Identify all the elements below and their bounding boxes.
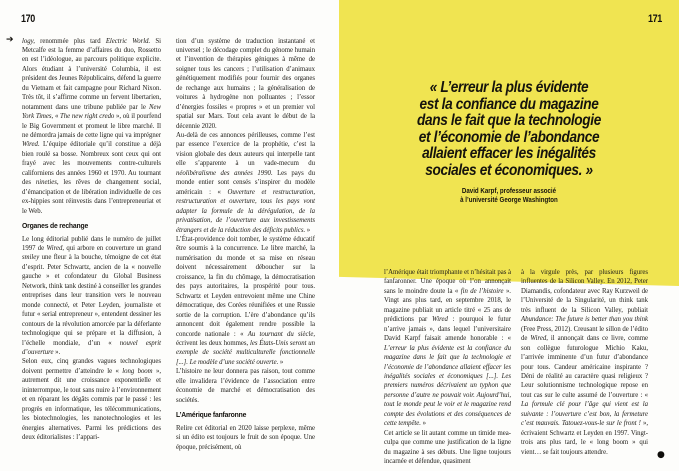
italic-text-run: fin de l’histoire [460,287,504,295]
italic-text-run: New York Times [22,103,161,121]
left-page-column-1 [22,37,161,469]
text-run: ». [53,349,61,356]
italic-text-run: The new right credo [60,113,115,121]
pull-quote-attribution [359,188,658,205]
body-paragraph [22,37,161,217]
right-page-column-1 [384,268,511,468]
text-run: Selon eux, cinq grandes vagues technologiques doivent permettre d’atteindre le « [22,358,161,375]
left-page-column-2 [176,37,315,469]
text-run: Au-delà de ces annonces périlleuses, comme l’est par essence l’exercice de la prophétie, c’est la vision globale des deux auteurs qui interpelle tant elle s’apparente à un vade-mecum du [176,132,315,168]
text-run: », écrivaient Schwartz et Leyden en 1997. Vingt-trois ans plus tard, le « long boom » qui vient… se fait toujours attendre. [521,420,648,456]
pull-quote-line: dans le fait que la technologie [417,112,601,129]
italic-text-run: néolibéralisme des années 1990 [176,169,271,177]
body-paragraph [176,367,315,405]
pull-quote-line: et l’économie de l’abondance [418,128,600,146]
text-run: , les rêves de changement social, d’émancipation et de libération individuelle de ces ex-hippies sont réinvestis dans l’entrepreneuriat et le Web. [22,179,162,215]
pull-quote-line: est la confiance du magazine [419,95,599,113]
text-run: Si Metcalfe est la femme d’affaires du duo, Rossetto en est l’idéologue, au parcours politique explicite. Alors étudiant à l’université Columbia, il est président des Jeunes Républicains, défend la guerre du Vietnam et fait campagne pour Richard Nixon. Très tôt, il s’affirme comme un fervent libertarien, notamment dans une tribune publiée par le [22,37,161,111]
text-run: l’Amérique était triomphante et n’hésitait pas à fanfaronner. Une époque où l’on annonçait sans le moindre doute la « [384,269,511,295]
text-run: une fleur à la bouche, témoigne de cet état d’esprit. Peter Schwartz, ancien de la « nouvelle gauche » et cofondateur du Global Business Network, think tank destiné à conseiller les grandes entreprises dans leur transition vers le nouveau monde connecté, et Peter Leyden, journaliste et futur « serial entrepreneur », entendent dessiner les contours de la révolution amorcée par la déferlante technologique qui se prépare et la diffusion, à l’échelle mondiale, d’un « [22,254,161,347]
body-paragraph [22,357,161,442]
text-run: L’histoire ne leur donnera pas raison, tout comme elle invalidera l’évidence de l’association entre économie de marché et démocratisation des sociétés. [176,368,315,404]
body-paragraph [176,131,315,235]
text-run: . Les pays du monde entier sont censés s’inspirer du modèle américain : « [176,169,315,196]
pull-quote-attribution-line: à l’université George Washington [460,196,558,204]
continuation-arrow-icon: ➔ [6,35,14,45]
italic-text-run: Ouverture et restructuration, restructuration et ouverture, tous les pays vont adapter la formule de la dérégulation, de la privatisation, de l’ouverture aux investissements étrangers et de la réduction des déficits publics. [176,188,315,234]
italic-text-run: smiley [22,254,40,262]
page-number-left: 170 [21,13,35,25]
pull-quote-line: allaient effacer les inégalités [422,145,596,162]
text-run: », autrement dit une croissance exponentielle et ininterrompue, le tout sans nuire à l’environnement et en réparant les dégâts commis par le passé : les progrès en informatique, les télécommunications, les biotechnologies, les nanotechnologies et les énergies alternatives. Parmi les prédictions des deux éditorialistes : l’appari- [22,367,161,442]
pull-quote-line: « L’erreur la plus évidente [429,79,589,96]
text-run: , « [51,113,61,121]
text-run: », où il pourfend le Big Government et promeut le libre marché. Il ne démordra jamais de cette ligne qui va imprégner [22,113,161,140]
page-number-right: 171 [648,13,662,25]
text-run: (Free Press, 2012). Creusant le sillon de l’édito de [521,325,648,343]
pull-quote-attribution-line: David Karpf, professeur associé [461,188,557,195]
italic-text-run: nineties [35,179,57,187]
body-paragraph [176,235,315,367]
body-paragraph [176,424,315,452]
italic-text-run: Wired [432,316,448,324]
text-run: . L’équipe éditoriale qu’il constitue a déjà bien roulé sa bosse. Nombreux sont ceux qui ont frayé avec les mouvements contre-culturels californiens des années 1960 et 1970. Au tournant des [22,141,161,187]
body-paragraph [176,37,315,132]
section-heading: L’Amérique fanfaronne [176,410,247,420]
italic-text-run: Wired [46,245,63,253]
right-page-column-2 [521,268,648,468]
text-run: renommée plus tard [34,37,106,45]
text-run: ». Vingt ans plus tard, en septembre 2018, le magazine publiait un article titré « 25 ans de prédictions par [384,287,511,324]
italic-text-run: les États-Unis seront un exemple de société multiculturelle fonctionnelle [...]. Le modèle d’une société ouverte. [176,340,315,366]
text-run: : pourquoi le futur n’arrive jamais », dans lequel l’universitaire David Karpf faisait amende honorable : « [384,316,511,343]
text-run: » [305,226,311,234]
pull-quote [359,80,658,205]
italic-text-run: nouvel esprit d’ouverture [22,339,161,356]
text-run: , qui arbore en couverture un grand [62,245,162,253]
body-paragraph [521,268,648,457]
body-paragraph [384,268,511,429]
text-run: » [278,358,284,366]
text-run: Le long éditorial publié dans le numéro de juillet 1997 de [22,235,161,253]
body-paragraph [22,235,161,358]
italic-text-run: Au tournant du siècle, [247,330,315,338]
text-run: » [420,420,426,428]
text-run: Cet article se lit autant comme un timide mea-culpa que comme une justification de la ligne du magazine à ses débuts. Une ligne toujours incarnée et défendue, quasiment [384,429,511,466]
text-run: L’État-providence doit tomber, le système éducatif être soumis à la concurrence. Le libre marché, la numérisation du monde et sa mise en réseau doivent nécessairement déboucher sur la croissance, la fin du chômage, la démocratisation des pays autoritaires, la prospérité pour tous. Schwartz et Leyden entrevoient même une Chine démocratique, des Corées réunifiées et une Russie sortie de la corruption. L’ère d’abondance qu’ils annoncent doit également rendre possible la concorde nationale : « [176,236,315,338]
italic-text-run: long boom [122,367,153,375]
italic-text-run: Electric World. [105,37,151,45]
text-run: à la virgule près, par plusieurs figures influentes de la Silicon Valley. En 2012, Peter Diamandis, cofondateur avec Ray Kurzweil de l’Université de la Singularité, un think tank très influent de la Silicon Valley, publiait [521,269,648,314]
body-paragraph [384,429,511,467]
italic-text-run: L’erreur la plus évidente est la confiance du magazine dans le fait que la technologie et l’économie de l’abondance allaient effacer les inégalités sociales et économiques [...]. Les premiers numéros décrivaient un typhon que personne d’autre ne pouvait voir. Aujourd’hui, tout le monde peut le voir et le magazine rend compte des évolutions et des conséquences de cette tempête. [384,344,511,428]
text-run: Relire cet éditorial en 2020 laisse perplexe, même si un édito est toujours le fruit de son époque. Une époque, précisément, où [176,424,315,451]
italic-text-run: Wired [530,335,547,343]
text-run: écrivent les deux hommes, [176,340,250,347]
italic-text-run: Abundance: The future is better than you think [521,316,648,324]
section-heading: Organes de rechange [22,221,89,231]
pull-quote-line: sociales et économiques. » [425,161,593,179]
pull-quote-text [359,80,658,179]
italic-text-run: La formule clé pour l’âge qui vient est la suivante : l’ouverture c’est bon, la fermeture c’est mauvais. Tatouez-vous-le sur le front ! [521,401,648,428]
text-run: tion d’un système de traduction instantané et universel ; le décodage complet du génome humain et l’invention de thérapies géniques à même de soigner tous les cancers ; l’utilisation d’animaux génétiquement modifiés pour fournir des organes de rechange aux humains ; la généralisation de voitures à hydrogène non polluantes ; l’essor d’énergies fossiles « propres » et un premier vol spatial sur Mars. Tout cela avant le début de la décennie 2020. [176,37,315,130]
italic-text-run: logy, [22,37,35,45]
italic-text-run: Wired [22,141,38,149]
end-of-article-mark: ● [657,450,665,460]
text-run: , il annonçait dans ce livre, comme son collègue futurologue Michio Kaku, l’arrivée imminente d’un futur d’abondance pour tous. Candeur américaine inspirante ? Déni de réalité au caractère quasi religieux ? Leur solutionnisme technologique repose en tout cas sur le culte assumé de l’ouverture : « [521,335,648,399]
